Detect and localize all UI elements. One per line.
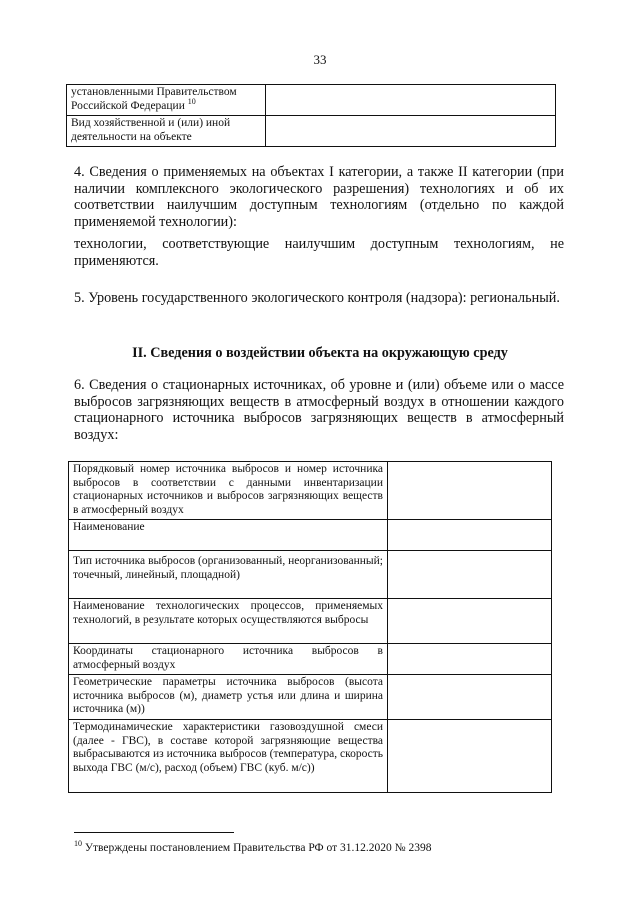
section-4-answer: технологии, соответствующие наилучшим доступным технологиям, не применяются. (74, 236, 564, 269)
table-cell-label: Геометрические параметры источника выбросов (высота источника выбросов (м), диаметр устья или длина и ширина источника (м)) (69, 675, 388, 720)
table-cell-value (266, 85, 556, 116)
table-row (69, 551, 552, 599)
footnote (74, 839, 432, 854)
section-4-text: 4. Сведения о применяемых на объектах I категории, а также II категории (при наличии комплексного экологического разрешения) технологиях и об их соответствии наилучшим доступным технологиям (отдельно по каждой применяемой технологии): (74, 164, 564, 230)
table-cell-label: Тип источника выбросов (организованный, неорганизованный; точечный, линейный, площадной) (69, 551, 388, 599)
table-row (69, 720, 552, 793)
table-cell-label: Наименование (69, 520, 388, 551)
section-6-text: 6. Сведения о стационарных источниках, об уровне и (или) объеме или о массе выбросов загрязняющих веществ в атмосферный воздух в отношении каждого стационарного источника выбросов загрязняющих веществ в атмосферный воздух: (74, 377, 564, 443)
table-row (67, 116, 556, 147)
table-cell-label: Вид хозяйственной и (или) иной деятельности на объекте (67, 116, 266, 147)
table-cell-label: Порядковый номер источника выбросов и номер источника выбросов в соответствии с данными инвентаризации стационарных источников и выбросов загрязняющих веществ в атмосферный воздух (69, 462, 388, 520)
object-info-table (66, 84, 556, 147)
table-cell-label: Термодинамические характеристики газовоздушной смеси (далее - ГВС), в составе которой загрязняющие вещества выбрасываются из источника выбросов (температура, скорость выхода ГВС (м/с), расход (объем) ГВС (куб. м/с)) (69, 720, 388, 793)
footnote-text: Утверждены постановлением Правительства РФ от 31.12.2020 № 2398 (84, 842, 432, 854)
table-cell-value (388, 462, 552, 520)
table-cell-value (266, 116, 556, 147)
emission-sources-table (68, 461, 552, 793)
table-cell-value (388, 599, 552, 644)
footnote-marker: 10 (74, 839, 82, 849)
footnote-divider (74, 832, 234, 833)
footnote-ref: 10 (187, 96, 196, 106)
table-cell-label: Наименование технологических процессов, применяемых технологий, в результате которых осуществляются выбросы (69, 599, 388, 644)
table-cell-value (388, 720, 552, 793)
table-row (69, 462, 552, 520)
table-cell-label: Координаты стационарного источника выбросов в атмосферный воздух (69, 644, 388, 675)
page-number: 33 (313, 52, 327, 67)
table-row (69, 520, 552, 551)
section-2-heading: II. Сведения о воздействии объекта на окружающую среду (132, 345, 508, 361)
table-cell-value (388, 551, 552, 599)
table-cell-value (388, 675, 552, 720)
table-cell-label: установленными Правительством Российской Федерации $^{10}$ (67, 85, 266, 116)
table-cell-value (388, 644, 552, 675)
section-5-text: 5. Уровень государственного экологического контроля (надзора): региональный. (74, 290, 560, 306)
table-row (67, 85, 556, 116)
table-row (69, 644, 552, 675)
table-row (69, 675, 552, 720)
table-cell-value (388, 520, 552, 551)
table-row (69, 599, 552, 644)
